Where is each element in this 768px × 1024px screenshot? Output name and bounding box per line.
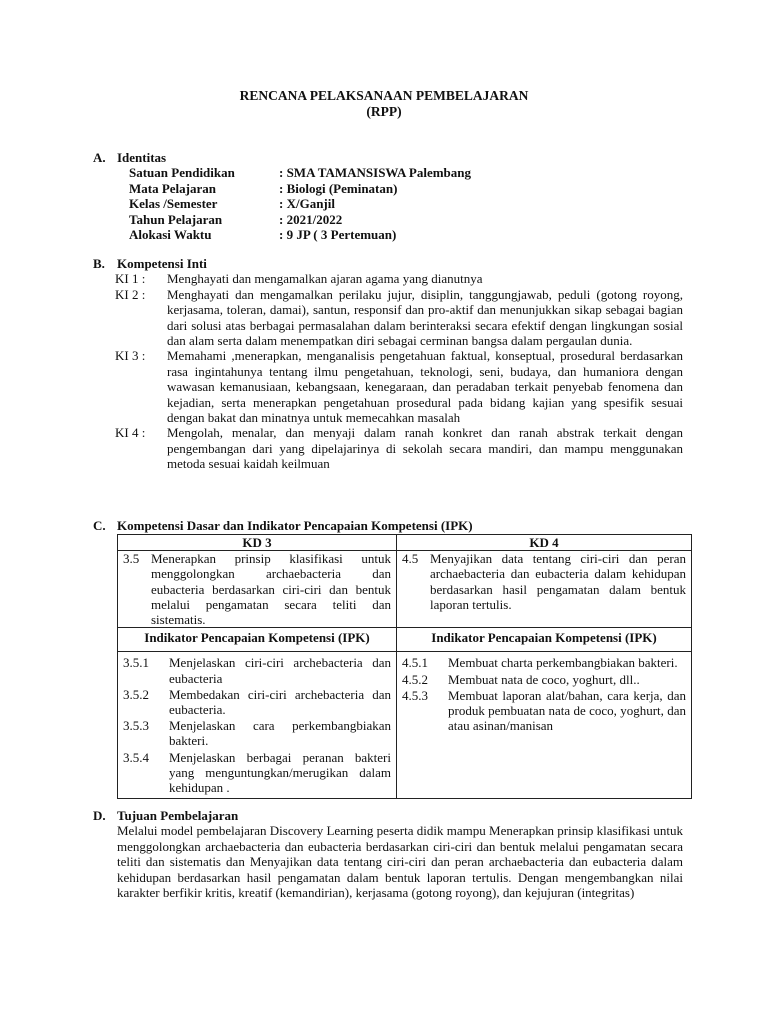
identitas-row — [93, 227, 683, 242]
ipk4-cell — [397, 652, 692, 799]
identitas-row — [93, 181, 683, 196]
ki-code: KI 4 : — [115, 425, 146, 441]
document-subtitle: (RPP) — [366, 104, 402, 119]
section-kompetensi-dasar — [93, 518, 703, 533]
kd4-cell — [397, 551, 692, 628]
ipk-text: Membedakan ciri-ciri archebacteria dan eubacteria. — [169, 686, 391, 718]
ki-text: Menghayati dan mengamalkan perilaku jujur, disiplin, tanggungjawab, peduli (gotong royong, kerjasama, toleran, damai), santun, responsif dan pro-aktif dan menunjukkan sikap sebagai bagian dari solusi atas berbagai permasalahan dalam berinteraksi secara efektif dengan lingkungan sosial dan alam serta dalam menempatkan diri sebagai cerminan bangsa dalam pergaulan dunia. — [167, 286, 683, 349]
ipk-number: 4.5.2 — [402, 671, 428, 687]
ki-text: Memahami ,menerapkan, menganalisis pengetahuan faktual, konseptual, prosedural berdasarkan rasa ingintahunya tentang ilmu pengetahuan, teknologi, seni, budaya, dan humaniora dengan wawasan kemanusiaan, kebangsaan, kenegaraan, dan peradaban terkait penyebab fenomena dan kejadian, serta menerapkan pengetahuan prosedural pada bidang kajian yang spesifik sesuai dengan bakat dan minatnya untuk memecahkan masalah — [167, 348, 683, 426]
identitas-row — [93, 196, 683, 211]
section-heading-kompetensi-inti — [93, 256, 683, 271]
ipk3-header: Indikator Pencapaian Kompetensi (IPK) — [118, 628, 397, 652]
section-letter: D. — [93, 808, 106, 823]
section-identitas — [93, 150, 683, 242]
kd3-header: KD 3 — [118, 535, 397, 551]
identitas-value: : 2021/2022 — [279, 211, 343, 227]
ipk-item — [402, 672, 686, 687]
ipk-text: Menjelaskan cara perkembangbiakan bakteri. — [169, 718, 391, 749]
ki-item — [93, 348, 683, 425]
ki-code: KI 2 : — [115, 286, 146, 302]
ipk-text: Membuat nata de coco, yoghurt, dll.. — [448, 671, 640, 687]
kd-item — [402, 551, 686, 612]
identitas-row — [93, 165, 683, 180]
ipk-text: Membuat laporan alat/bahan, cara kerja, dan produk pembuatan nata de coco, yoghurt, dan atau asinan/manisan — [448, 687, 686, 734]
section-tujuan — [93, 808, 683, 900]
ki-text: Mengolah, menalar, dan menyaji dalam ranah konkret dan ranah abstrak terkait dengan pengembangan dari yang dipelajarinya di sekolah secara mandiri, dan mampu menggunakan metoda sesuai kaidah keilmuan — [167, 425, 683, 472]
section-title: Kompetensi Inti — [117, 256, 207, 271]
identitas-label: Kelas /Semester — [129, 196, 218, 212]
ipk-number: 3.5.4 — [123, 749, 149, 765]
ipk-number: 3.5.1 — [123, 655, 149, 671]
kd-text: Menerapkan prinsip klasifikasi untuk menggolongkan archaebacteria dan eubacteria berdasarkan ciri-ciri dan bentuk melalui pengamatan secara teliti dan sistematis. — [151, 551, 391, 628]
ipk-item — [123, 718, 391, 748]
ipk-text: Membuat charta perkembangbiakan bakteri. — [448, 655, 678, 671]
section-heading-tujuan — [93, 808, 683, 823]
kd-number: 3.5 — [123, 551, 140, 567]
ipk-number: 3.5.2 — [123, 686, 149, 702]
ki-code: KI 3 : — [115, 348, 146, 364]
ipk3-cell — [118, 652, 397, 799]
section-heading-identitas — [93, 150, 683, 165]
table-row — [118, 628, 692, 652]
section-heading-kompetensi-dasar — [93, 518, 703, 533]
tujuan-paragraph: Melalui model pembelajaran Discovery Learning peserta didik mampu Menerapkan prinsip klasifikasi untuk menggolongkan archaebacteria dan eubacteria berdasarkan ciri-ciri dan bentuk melalui pengamatan secara teliti dan sistematis dan Menyajikan data tentang ciri-ciri dan peran archaebacteria dan eubacteria dalam kehidupan berdasarkan hasil pengamatan dalam bentuk laporan tertulis. Dengan mengembangkan nilai karakter berfikir kritis, kreatif (kemandirian), kerjasama (gotong royong), dan kejujuran (integritas) — [117, 823, 683, 901]
ipk-item — [123, 750, 391, 796]
ipk-text: Menjelaskan berbagai peranan bakteri yang menguntungkan/merugikan dalam kehidupan . — [169, 749, 391, 796]
kd-item — [123, 551, 391, 627]
section-letter: C. — [93, 518, 106, 533]
ipk-item — [123, 687, 391, 717]
section-title: Tujuan Pembelajaran — [117, 808, 239, 823]
ipk-number: 4.5.1 — [402, 655, 428, 671]
table-row — [118, 652, 692, 799]
identitas-label: Alokasi Waktu — [129, 226, 212, 242]
identitas-value: : SMA TAMANSISWA Palembang — [279, 165, 472, 181]
ki-item — [93, 271, 683, 286]
ipk-item — [402, 688, 686, 734]
identitas-label: Tahun Pelajaran — [129, 211, 223, 227]
identitas-value: : X/Ganjil — [279, 196, 335, 212]
kd3-cell — [118, 551, 397, 628]
ki-text: Menghayati dan mengamalkan ajaran agama yang dianutnya — [167, 271, 483, 287]
table-row — [118, 535, 692, 551]
ipk-text: Menjelaskan ciri-ciri archebacteria dan eubacteria — [169, 655, 391, 686]
identitas-label: Satuan Pendidikan — [129, 165, 235, 181]
identitas-value: : 9 JP ( 3 Pertemuan) — [279, 226, 397, 242]
ipk4-header: Indikator Pencapaian Kompetensi (IPK) — [397, 628, 692, 652]
ipk-number: 3.5.3 — [123, 718, 149, 734]
section-letter: B. — [93, 256, 105, 271]
kd4-header: KD 4 — [397, 535, 692, 551]
ki-code: KI 1 : — [115, 271, 146, 287]
identitas-row — [93, 212, 683, 227]
section-title: Kompetensi Dasar dan Indikator Pencapaian Kompetensi (IPK) — [117, 518, 473, 533]
ipk-item — [123, 655, 391, 685]
kd-number: 4.5 — [402, 551, 419, 567]
ki-item — [93, 425, 683, 471]
ki-item — [93, 287, 683, 349]
kd-table — [117, 534, 692, 799]
identitas-value: : Biologi (Peminatan) — [279, 180, 398, 196]
table-row — [118, 551, 692, 628]
ipk-item — [402, 655, 686, 670]
document-title: RENCANA PELAKSANAAN PEMBELAJARAN — [239, 88, 529, 103]
section-letter: A. — [93, 150, 106, 165]
identitas-label: Mata Pelajaran — [129, 180, 217, 196]
section-kompetensi-inti — [93, 256, 683, 472]
section-title: Identitas — [117, 150, 167, 165]
kd-text: Menyajikan data tentang ciri-ciri dan peran archaebacteria dan eubacteria dalam kehidupan berdasarkan hasil pengamatan dalam bentuk laporan tertulis. — [430, 551, 686, 612]
ipk-number: 4.5.3 — [402, 687, 428, 703]
